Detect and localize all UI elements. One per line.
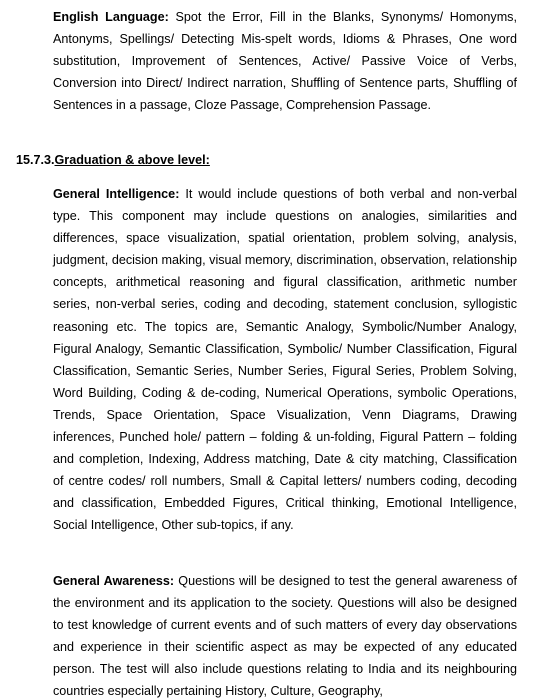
section-heading — [16, 149, 210, 171]
general-intelligence-label: General Intelligence: — [53, 187, 180, 201]
general-awareness-paragraph — [53, 570, 517, 698]
general-awareness-label: General Awareness: — [53, 574, 175, 588]
section-number: 15.7.3. — [16, 153, 55, 167]
english-language-paragraph — [53, 6, 517, 116]
section-title: Graduation & above level: — [54, 153, 210, 167]
general-intelligence-paragraph — [53, 183, 517, 537]
general-intelligence-text: It would include questions of both verbal and non-verbal type. This component may include questions on analogies, similarities and differences, space visualization, spatial orientation, problem solving, analysis, judgment, decision making, visual memory, discrimination, observation, relationship concepts, arithmetical reasoning and figural classification, arithmetic number series, non-verbal series, coding and decoding, statement conclusion, syllogistic reasoning etc. The topics are, Semantic Analogy, Symbolic/Number Analogy, Figural Analogy, Semantic Classification, Symbolic/ Number Classification, Figural Classification, Semantic Series, Number Series, Figural Series, Problem Solving, Word Building, Coding & de-coding, Numerical Operations, symbolic Operations, Trends, Space Orientation, Space Visualization, Venn Diagrams, Drawing inferences, Punched hole/ pattern – folding & un-folding, Figural Pattern – folding and completion, Indexing, Address matching, Date & city matching, Classification of centre codes/ roll numbers, Small & Capital letters/ numbers coding, decoding and classification, Embedded Figures, Critical thinking, Emotional Intelligence, Social Intelligence, Other sub-topics, if any. — [53, 187, 517, 533]
english-language-text: Spot the Error, Fill in the Blanks, Synonyms/ Homonyms, Antonyms, Spellings/ Detecting Mis-spelt words, Idioms & Phrases, One word substitution, Improvement of Sentences, Active/ Passive Voice of Verbs, Conversion into Direct/ Indirect narration, Shuffling of Sentence parts, Shuffling of Sentences in a passage, Cloze Passage, Comprehension Passage. — [53, 10, 517, 113]
english-language-label: English Language: — [53, 10, 169, 24]
general-awareness-text: Questions will be designed to test the general awareness of the environment and its application to the society. Questions will also be designed to test knowledge of current events and of such matters of every day observations and experience in their scientific aspect as may be expected of any educated person. The test will also include questions relating to India and its neighbouring countries especially pertaining History, Culture, Geography, — [53, 574, 517, 698]
